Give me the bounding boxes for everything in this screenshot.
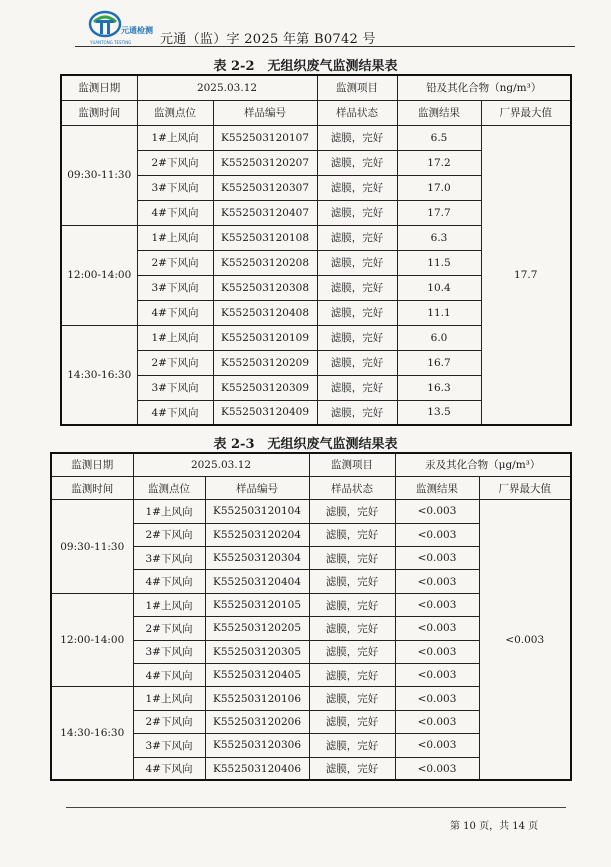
results-table-lead: [60, 74, 572, 426]
monitoring-point: 3#下风向: [133, 547, 205, 570]
sample-id: K552503120407: [213, 200, 317, 225]
sample-id: K552503120408: [213, 300, 317, 325]
monitoring-point: 2#下风向: [137, 150, 213, 175]
sample-state: 滤膜，完好: [309, 664, 395, 687]
sample-state: 滤膜，完好: [309, 500, 395, 523]
monitoring-point: 1#上风向: [137, 325, 213, 350]
monitoring-point: 4#下风向: [137, 200, 213, 225]
sample-id: K552503120104: [205, 500, 309, 523]
result-value: 17.0: [397, 175, 481, 200]
result-value: <0.003: [395, 523, 479, 546]
monitoring-point: 2#下风向: [137, 250, 213, 275]
result-value: 11.1: [397, 300, 481, 325]
sample-label: 样品编号: [213, 100, 317, 125]
sample-id: K552503120205: [205, 617, 309, 640]
sample-id: K552503120405: [205, 664, 309, 687]
monitoring-point: 3#下风向: [137, 275, 213, 300]
table-title: 表 2-2 无组织废气监测结果表: [213, 59, 398, 74]
point-label: 监测点位: [133, 476, 205, 499]
sample-id: K552503120105: [205, 593, 309, 616]
monitoring-date: 2025.03.12: [133, 453, 309, 476]
sample-state: 滤膜，完好: [317, 375, 397, 400]
time-label: 监测时间: [51, 476, 133, 499]
sample-state: 滤膜，完好: [309, 617, 395, 640]
sample-state: 滤膜，完好: [317, 350, 397, 375]
monitoring-point: 1#上风向: [133, 687, 205, 710]
result-value: 6.5: [397, 125, 481, 150]
company-logo: [88, 8, 158, 48]
item-label: 监测项目: [317, 75, 397, 100]
max-label: 厂界最大值: [481, 100, 571, 125]
result-value: <0.003: [395, 757, 479, 780]
date-label: 监测日期: [51, 453, 133, 476]
result-value: 13.5: [397, 400, 481, 425]
sample-id: K552503120109: [213, 325, 317, 350]
monitoring-item: 铅及其化合物（ng/m³）: [397, 75, 571, 100]
result-value: 17.2: [397, 150, 481, 175]
sample-state: 滤膜，完好: [317, 125, 397, 150]
boundary-max-value: 17.7: [481, 125, 571, 425]
result-value: <0.003: [395, 664, 479, 687]
sample-state: 滤膜，完好: [317, 175, 397, 200]
table-row: [61, 125, 571, 150]
sample-id: K552503120406: [205, 757, 309, 780]
monitoring-point: 3#下风向: [137, 375, 213, 400]
result-value: <0.003: [395, 640, 479, 663]
monitoring-point: 3#下风向: [133, 734, 205, 757]
time-period: 09:30-11:30: [51, 500, 133, 594]
result-value: 6.3: [397, 225, 481, 250]
sample-state: 滤膜，完好: [309, 734, 395, 757]
result-value: 16.7: [397, 350, 481, 375]
result-value: <0.003: [395, 687, 479, 710]
sample-id: K552503120207: [213, 150, 317, 175]
header-divider: [75, 46, 575, 47]
result-value: <0.003: [395, 710, 479, 733]
monitoring-point: 1#上风向: [137, 125, 213, 150]
sample-state: 滤膜，完好: [317, 325, 397, 350]
sample-label: 样品编号: [205, 476, 309, 499]
monitoring-point: 1#上风向: [137, 225, 213, 250]
sample-state: 滤膜，完好: [309, 547, 395, 570]
result-label: 监测结果: [397, 100, 481, 125]
sample-id: K552503120106: [205, 687, 309, 710]
monitoring-point: 2#下风向: [133, 710, 205, 733]
monitoring-point: 2#下风向: [133, 523, 205, 546]
monitoring-point: 4#下风向: [133, 664, 205, 687]
monitoring-point: 1#上风向: [133, 500, 205, 523]
result-value: 10.4: [397, 275, 481, 300]
sample-state: 滤膜，完好: [317, 275, 397, 300]
sample-state: 滤膜，完好: [309, 687, 395, 710]
table-title: 表 2-3 无组织废气监测结果表: [213, 437, 398, 452]
sample-state: 滤膜，完好: [317, 250, 397, 275]
result-value: <0.003: [395, 617, 479, 640]
monitoring-date: 2025.03.12: [137, 75, 317, 100]
time-period: 14:30-16:30: [61, 325, 137, 425]
sample-state: 滤膜，完好: [309, 593, 395, 616]
monitoring-point: 4#下风向: [137, 400, 213, 425]
sample-id: K552503120209: [213, 350, 317, 375]
time-period: 12:00-14:00: [61, 225, 137, 325]
result-value: <0.003: [395, 734, 479, 757]
sample-id: K552503120208: [213, 250, 317, 275]
sample-id: K552503120306: [205, 734, 309, 757]
result-value: <0.003: [395, 593, 479, 616]
result-value: 17.7: [397, 200, 481, 225]
result-value: <0.003: [395, 500, 479, 523]
sample-state: 滤膜，完好: [309, 640, 395, 663]
logo-subtext: YUANTONG TESTING: [90, 40, 132, 45]
sample-id: K552503120305: [205, 640, 309, 663]
result-value: 11.5: [397, 250, 481, 275]
boundary-max-value: <0.003: [479, 500, 571, 781]
report-number: 元通（监）字 2025 年第 B0742 号: [160, 32, 376, 47]
sample-id: K552503120409: [213, 400, 317, 425]
sample-state: 滤膜，完好: [309, 757, 395, 780]
results-table-mercury: [50, 452, 572, 781]
sample-id: K552503120308: [213, 275, 317, 300]
point-label: 监测点位: [137, 100, 213, 125]
page-number: 第 10 页，共 14 页: [450, 821, 539, 832]
monitoring-point: 4#下风向: [133, 570, 205, 593]
monitoring-point: 2#下风向: [133, 617, 205, 640]
date-label: 监测日期: [61, 75, 137, 100]
time-label: 监测时间: [61, 100, 137, 125]
result-value: 16.3: [397, 375, 481, 400]
page-header: [88, 8, 568, 48]
footer-divider: [66, 807, 566, 808]
logo-text: 元通检测: [121, 26, 153, 35]
sample-id: K552503120309: [213, 375, 317, 400]
monitoring-point: 4#下风向: [137, 300, 213, 325]
sample-id: K552503120304: [205, 547, 309, 570]
monitoring-point: 3#下风向: [137, 175, 213, 200]
result-value: <0.003: [395, 570, 479, 593]
sample-id: K552503120108: [213, 225, 317, 250]
sample-state: 滤膜，完好: [309, 710, 395, 733]
state-label: 样品状态: [317, 100, 397, 125]
time-period: 14:30-16:30: [51, 687, 133, 781]
monitoring-item: 汞及其化合物（μg/m³）: [395, 453, 571, 476]
table-row: [51, 500, 571, 523]
monitoring-point: 4#下风向: [133, 757, 205, 780]
sample-id: K552503120404: [205, 570, 309, 593]
max-label: 厂界最大值: [479, 476, 571, 499]
sample-id: K552503120204: [205, 523, 309, 546]
monitoring-point: 2#下风向: [137, 350, 213, 375]
sample-id: K552503120307: [213, 175, 317, 200]
sample-state: 滤膜，完好: [317, 225, 397, 250]
sample-id: K552503120206: [205, 710, 309, 733]
sample-state: 滤膜，完好: [309, 570, 395, 593]
sample-state: 滤膜，完好: [309, 523, 395, 546]
item-label: 监测项目: [309, 453, 395, 476]
sample-state: 滤膜，完好: [317, 300, 397, 325]
monitoring-point: 1#上风向: [133, 593, 205, 616]
sample-state: 滤膜，完好: [317, 400, 397, 425]
state-label: 样品状态: [309, 476, 395, 499]
sample-state: 滤膜，完好: [317, 200, 397, 225]
sample-id: K552503120107: [213, 125, 317, 150]
monitoring-point: 3#下风向: [133, 640, 205, 663]
result-value: <0.003: [395, 547, 479, 570]
result-label: 监测结果: [395, 476, 479, 499]
time-period: 09:30-11:30: [61, 125, 137, 225]
result-value: 6.0: [397, 325, 481, 350]
sample-state: 滤膜，完好: [317, 150, 397, 175]
time-period: 12:00-14:00: [51, 593, 133, 687]
